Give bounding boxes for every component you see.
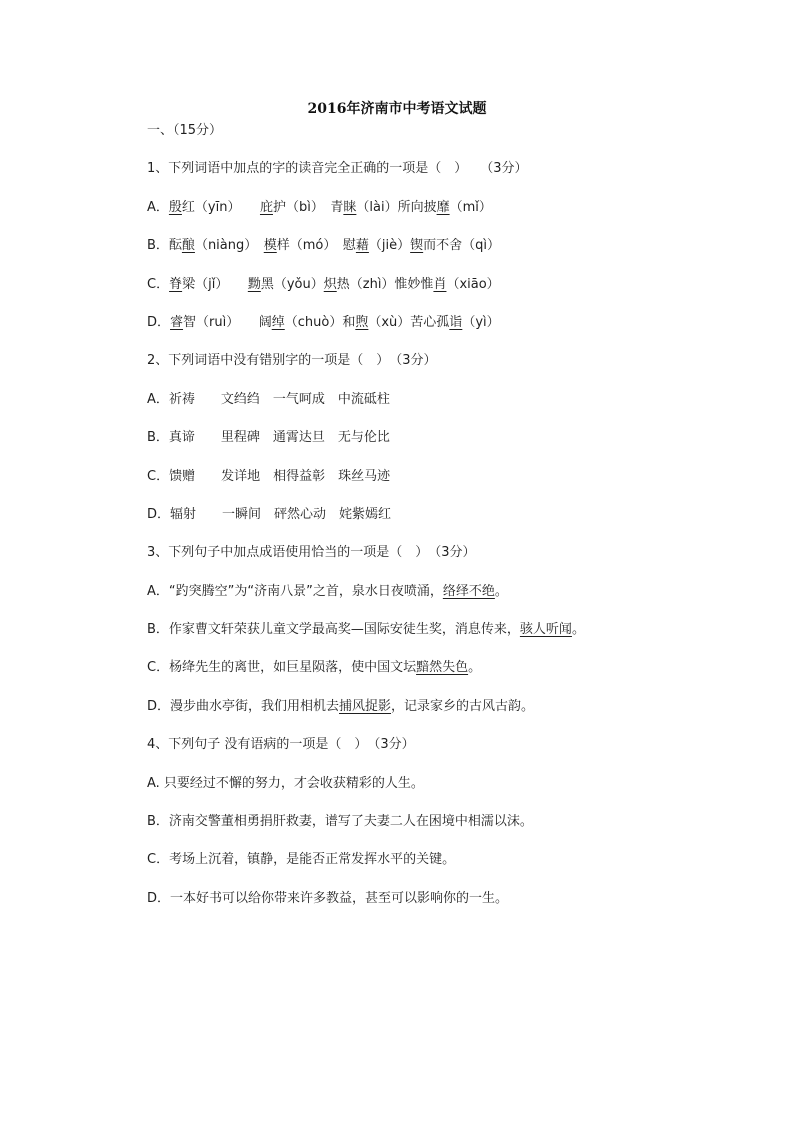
underlined-text: 殷 — [168, 199, 182, 215]
exam-title: 2016年济南市中考语文试题 — [307, 101, 487, 117]
text-segment: 红（yīn） — [181, 199, 260, 215]
text-segment: C．考场上沉着，镇静，是能否正常发挥水平的关键。 — [147, 852, 456, 868]
underlined-text: 睐 — [343, 199, 357, 215]
text-segment: 热（zhì）惟妙惟 — [336, 276, 434, 292]
text-segment: B．酝 — [147, 238, 182, 254]
text-segment: D．漫步曲水亭街，我们用相机去 — [147, 698, 340, 714]
underlined-text: 骇人听闻 — [519, 622, 572, 638]
line-q3-b — [147, 621, 767, 659]
line-q2-b — [147, 429, 767, 467]
line-q1-b — [147, 237, 767, 275]
underlined-text: 脊 — [169, 276, 183, 292]
underlined-text: 黯然失色 — [416, 660, 469, 676]
text-segment: 1、下列词语中加点的字的读音完全正确的一项是（ ） （3分） — [147, 161, 528, 177]
line-section-1 — [147, 122, 767, 160]
text-segment: B．济南交警董相勇捐肝救妻，谱写了夫妻二人在困境中相濡以沫。 — [147, 814, 533, 830]
text-segment: 。 — [571, 622, 585, 638]
line-q3-a — [147, 583, 767, 621]
line-q4-c — [147, 851, 767, 889]
underlined-text: 模 — [263, 238, 277, 254]
underlined-text: 藉 — [355, 238, 369, 254]
text-segment: 样（mó） 慰 — [276, 238, 356, 254]
line-q2-d — [147, 506, 767, 544]
line-q4 — [147, 736, 767, 774]
underlined-text: 诣 — [449, 314, 463, 330]
underlined-text: 捕风捉影 — [339, 698, 392, 714]
line-q3 — [147, 544, 767, 582]
underlined-text: 肖 — [433, 276, 447, 292]
text-segment: 梁（jǐ） — [182, 276, 248, 292]
text-segment: B．作家曹文轩荣获儿童文学最高奖—国际安徒生奖，消息传来， — [147, 622, 520, 638]
text-segment: 3、下列句子中加点成语使用恰当的一项是（ ） （3分） — [147, 545, 476, 561]
underlined-text: 锲 — [410, 238, 424, 254]
text-segment: 。 — [494, 583, 508, 599]
text-segment: 护（bì） 青 — [272, 199, 344, 215]
exam-content — [147, 122, 767, 928]
text-segment: A．“趵突腾空”为“济南八景”之首，泉水日夜喷涌， — [147, 583, 443, 599]
underlined-text: 靡 — [436, 199, 450, 215]
text-segment: C．杨绛先生的离世，如巨星陨落，使中国文坛 — [147, 660, 417, 676]
text-segment: （yì） — [462, 314, 500, 330]
text-segment: （jiè） — [368, 238, 411, 254]
line-q4-b — [147, 813, 767, 851]
underlined-text: 煦 — [355, 314, 369, 330]
underlined-text: 黝 — [247, 276, 261, 292]
underlined-text: 绰 — [271, 314, 285, 330]
line-q2 — [147, 352, 767, 390]
text-segment: （lài）所向披 — [356, 199, 437, 215]
text-segment: 黑（yǒu） — [260, 276, 324, 292]
underlined-text: 睿 — [170, 314, 184, 330]
text-segment: 2、下列词语中没有错别字的一项是（ ） （3分） — [147, 353, 437, 369]
underlined-text: 炽 — [323, 276, 337, 292]
text-segment: A．祈祷 文绉绉 一气呵成 中流砥柱 — [147, 391, 390, 407]
text-segment: A. 只要经过不懈的努力，才会收获精彩的人生。 — [147, 775, 424, 791]
text-segment: （chuò）和 — [284, 314, 356, 330]
text-segment: （xiāo） — [446, 276, 500, 292]
line-q1-a — [147, 199, 767, 237]
text-segment: D． — [147, 314, 171, 330]
text-segment: 智（ruì） 阔 — [183, 314, 272, 330]
text-segment: 。 — [468, 660, 482, 676]
text-segment: （niàng） — [194, 238, 264, 254]
text-segment: C． — [147, 276, 170, 292]
underlined-text: 庇 — [259, 199, 273, 215]
line-q4-d — [147, 890, 767, 928]
underlined-text: 络绎不绝 — [442, 583, 495, 599]
text-segment: （xù）苦心孤 — [368, 314, 450, 330]
line-q3-d — [147, 698, 767, 736]
text-segment: B．真谛 里程碑 通霄达旦 无与伦比 — [147, 430, 390, 446]
text-segment: 4、下列句子 没有语病的一项是（ ） （3分） — [147, 737, 415, 753]
text-segment: D．一本好书可以给你带来许多教益，甚至可以影响你的一生。 — [147, 890, 509, 906]
text-segment: D．辐射 一瞬间 砰然心动 姹紫嫣红 — [147, 506, 392, 522]
underlined-text: 酿 — [181, 238, 195, 254]
line-q1-c — [147, 276, 767, 314]
line-q2-a — [147, 391, 767, 429]
line-q2-c — [147, 468, 767, 506]
text-segment: ，记录家乡的古风古韵。 — [391, 698, 535, 714]
text-segment: C．馈赠 发详地 相得益彰 珠丝马迹 — [147, 468, 391, 484]
text-segment: 一、（15分） — [147, 123, 223, 138]
text-segment: 而不舍（qì） — [423, 238, 501, 254]
text-segment: （mǐ） — [449, 199, 492, 215]
line-q3-c — [147, 659, 767, 697]
line-q4-a — [147, 775, 767, 813]
line-q1-d — [147, 314, 767, 352]
line-q1 — [147, 160, 767, 198]
text-segment: A． — [147, 199, 169, 215]
